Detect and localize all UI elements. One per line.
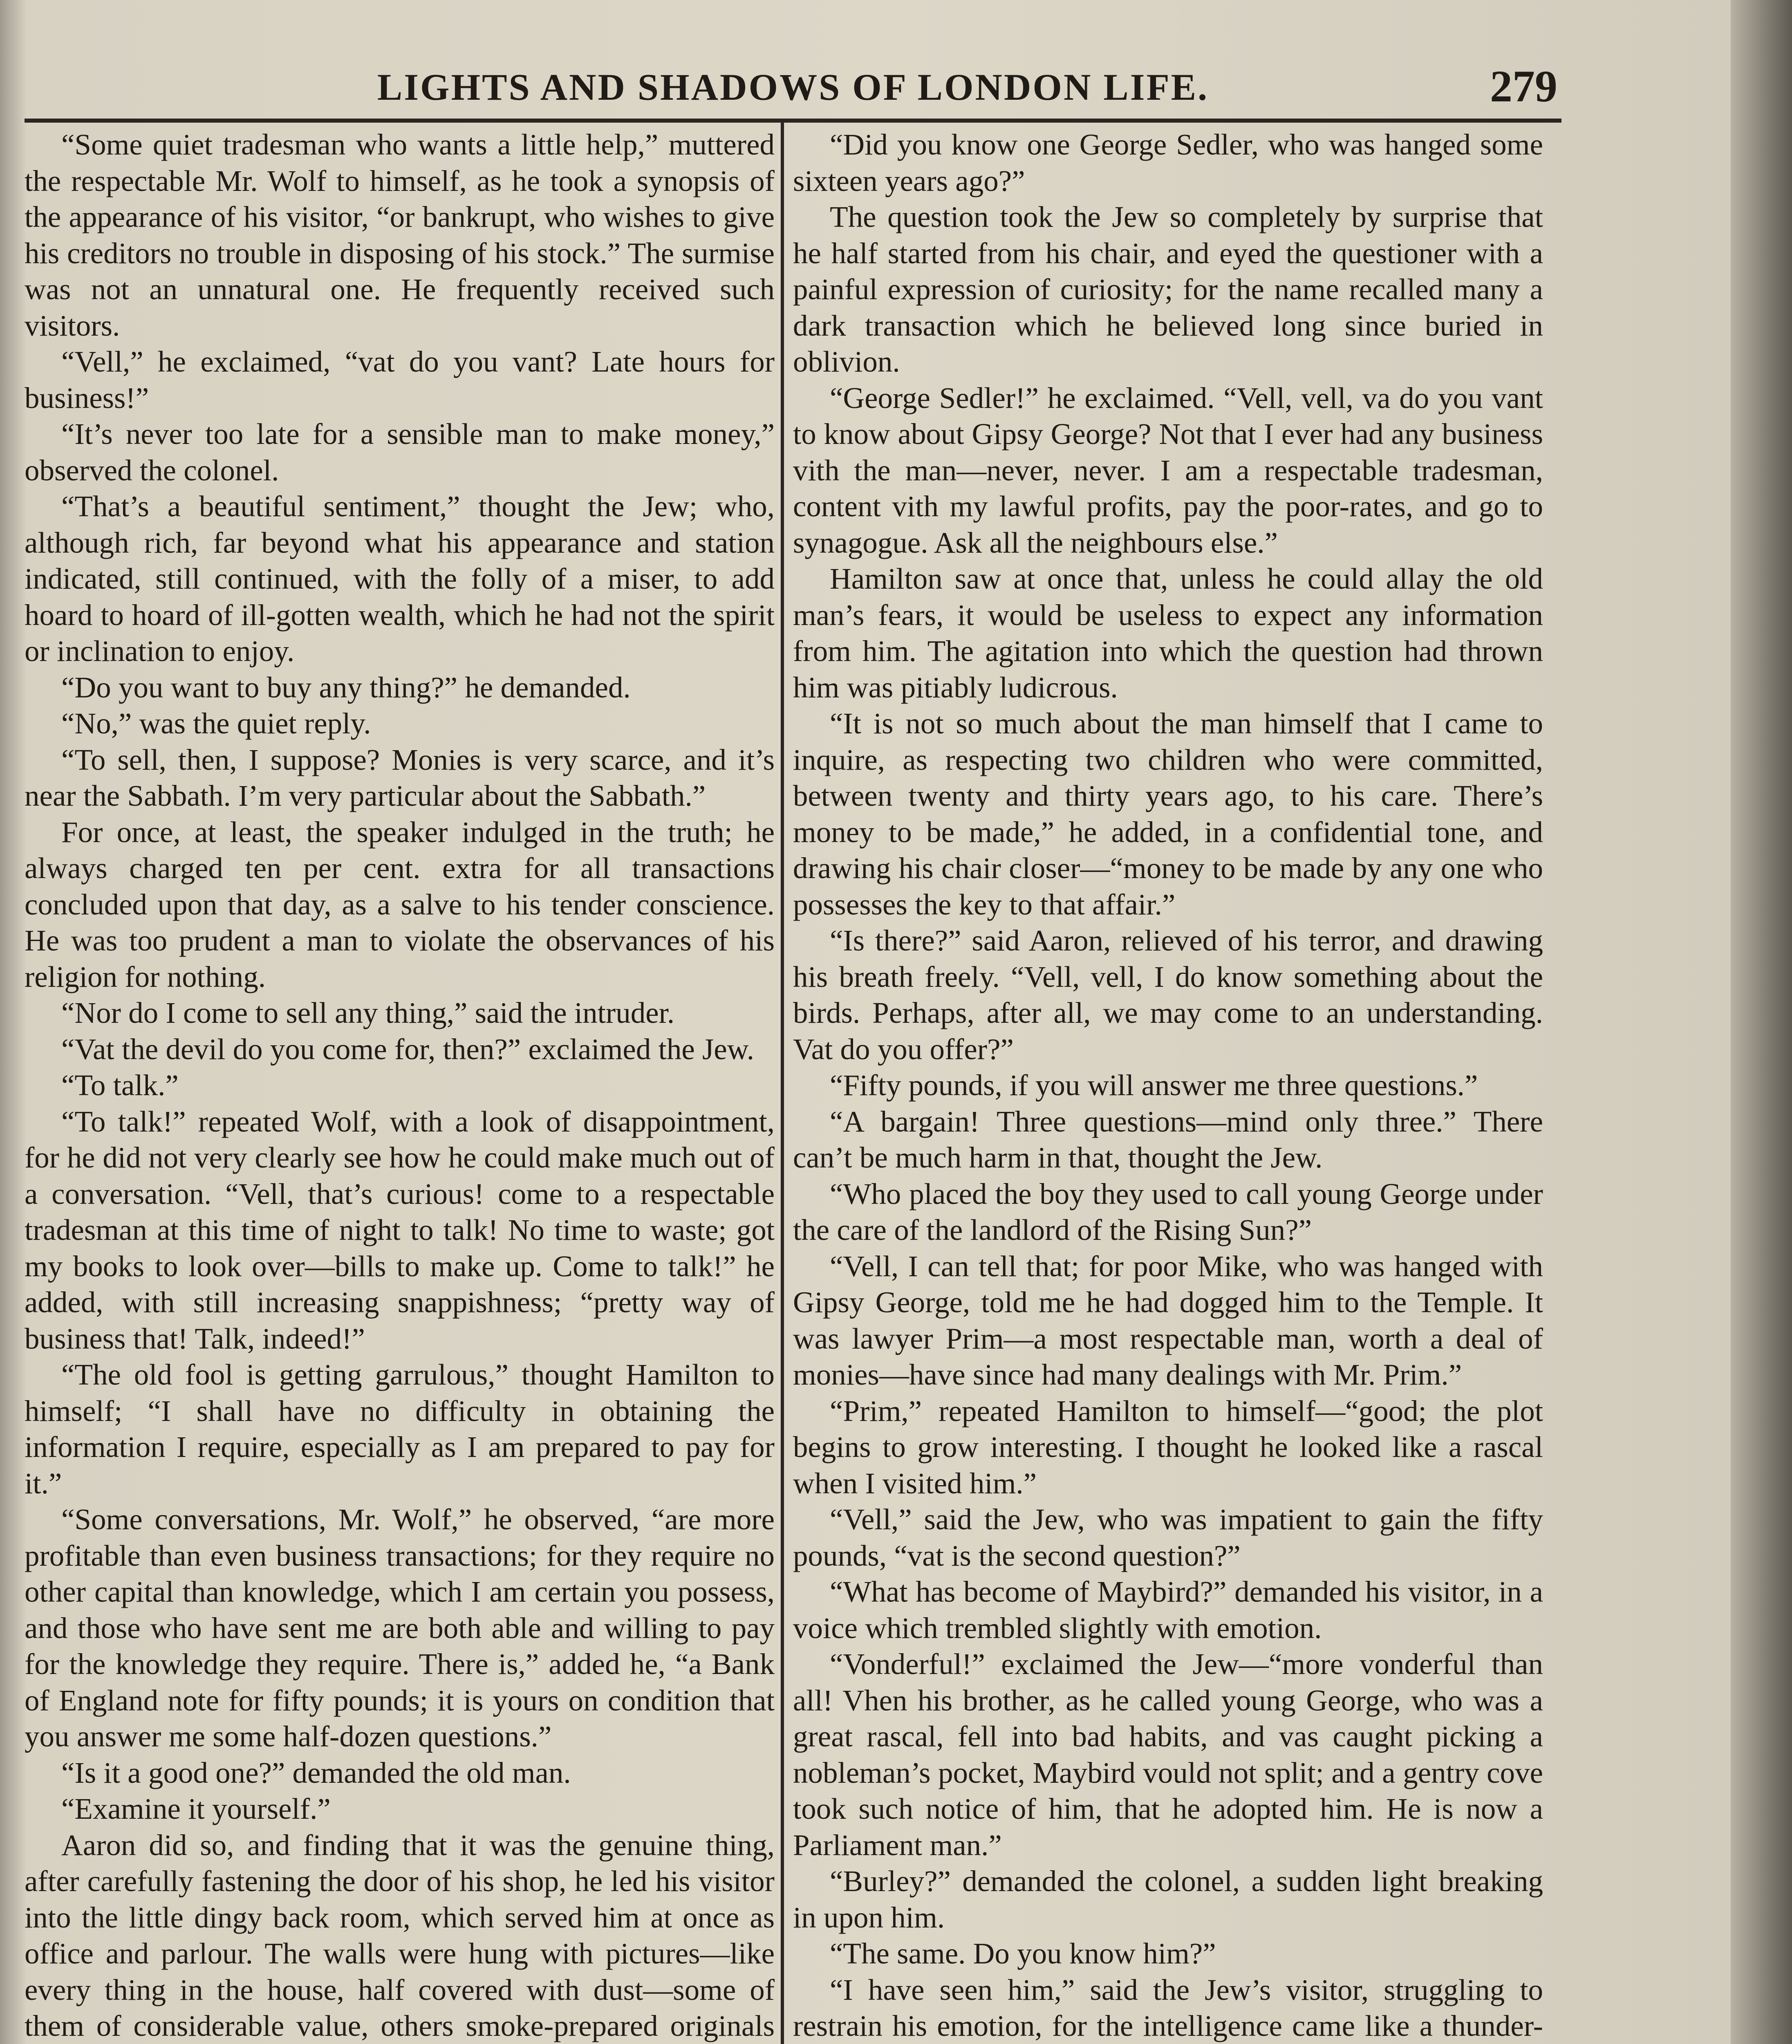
right-text-column: [793, 127, 1543, 2044]
book-spine-shadow: [1731, 0, 1792, 2044]
paragraph: “Do you want to buy any thing?” he demanded.: [61, 670, 631, 704]
left-text-column: [25, 127, 775, 2044]
paragraph: “Burley?” demanded the colonel, a sudden light breaking in upon him.: [793, 1865, 1543, 1934]
paragraph: “To sell, then, I suppose? Monies is very scarce, and it’s near the Sabbath. I’m very particular about the Sabbath.”: [25, 743, 775, 812]
running-title: LIGHTS AND SHADOWS OF LONDON LIFE.: [377, 66, 1209, 108]
paragraph: “To talk!” repeated Wolf, with a look of disappointment, for he did not very clearly see how he could make much out of a conversation. “Vell, that’s curious! come to a respectable tradesman at this time of night to talk! No time to waste; got my books to look over—bills to make up. Come to talk!” he added, with still increasing snappishness; “pretty way of business that! Talk, indeed!”: [25, 1105, 775, 1355]
paragraph: “To talk.”: [61, 1069, 179, 1102]
paragraph: “Vell, I can tell that; for poor Mike, who was hanged with Gipsy George, told me he had dogged him to the Temple. It was lawyer Prim—a most respectable man, worth a deal of monies—have since had many dealings with Mr. Prim.”: [793, 1249, 1543, 1391]
paragraph: “The same. Do you know him?”: [830, 1937, 1216, 1970]
paragraph: “It is not so much about the man himself that I came to inquire, as respecting two children who were committed, between twenty and thirty years ago, to his care. There’s money to be made,” he added, in a confidential tone, and drawing his chair closer—“money to be made by any one who possesses the key to that affair.”: [793, 707, 1543, 921]
paragraph: “Vell,” said the Jew, who was impatient to gain the fifty pounds, “vat is the second question?”: [793, 1503, 1543, 1572]
paragraph: “I have seen him,” said the Jew’s visitor, struggling to restrain his emotion, for the intelligence came like a thunder-: [793, 1973, 1543, 2042]
paragraph: “Some quiet tradesman who wants a little help,” muttered the respectable Mr. Wolf to himself, as he took a synopsis of the appearance of his visitor, “or bankrupt, who wishes to give his creditors no trouble in disposing of his stock.” The surmise was not an unnatural one. He frequently received such visitors.: [25, 128, 775, 342]
paragraph: “Examine it yourself.”: [61, 1792, 331, 1825]
paragraph: “Vell,” he exclaimed, “vat do you vant? Late hours for business!”: [25, 345, 775, 415]
page-number: 279: [1490, 61, 1557, 111]
paragraph: “Who placed the boy they used to call young George under the care of the landlord of the Rising Sun?”: [793, 1177, 1543, 1246]
paragraph: “Vat the devil do you come for, then?” exclaimed the Jew.: [61, 1032, 755, 1066]
paragraph: “That’s a beautiful sentiment,” thought the Jew; who, although rich, far beyond what his appearance and station indicated, still continued, with the folly of a miser, to add hoard to hoard of ill-gotten wealth, which he had not the spirit or inclination to enjoy.: [25, 490, 775, 668]
paragraph: Hamilton saw at once that, unless he could allay the old man’s fears, it would be useless to expect any information from him. The agitation into which the question had thrown him was pitiably ludicrous.: [793, 562, 1543, 704]
paragraph: “Did you know one George Sedler, who was hanged some sixteen years ago?”: [793, 128, 1543, 197]
paragraph: “Vonderful!” exclaimed the Jew—“more vonderful than all! Vhen his brother, as he called young George, who was a great rascal, fell into bad habits, and vas caught picking a nobleman’s pocket, Maybird vould not split; and a gentry cove took such notice of him, that he adopted him. He is now a Parliament man.”: [793, 1647, 1543, 1862]
paragraph: “George Sedler!” he exclaimed. “Vell, vell, va do you vant to know about Gipsy George? Not that I ever had any business vith the man—never, never. I am a respectable tradesman, content vith my lawful profits, pay the poor-rates, and go to synagogue. Ask all the neighbours else.”: [793, 381, 1543, 559]
paragraph: For once, at least, the speaker indulged in the truth; he always charged ten per cent. extra for all transactions concluded upon that day, as a salve to his tender conscience. He was too prudent a man to violate the observances of his religion for nothing.: [25, 815, 775, 993]
paragraph: Aaron did so, and finding that it was the genuine thing, after carefully fastening the door of his shop, he led his visitor into the little dingy back room, which served him at once as office and parlour. The walls were hung with pictures—like every thing in the house, half covered with dust—some of them of considerable value, others smoke-prepared originals: [25, 1828, 775, 2042]
paragraph: “Nor do I come to sell any thing,” said the intruder.: [61, 996, 675, 1029]
paragraph: “The old fool is getting garrulous,” thought Hamilton to himself; “I shall have no difficulty in obtaining the information I require, especially as I am prepared to pay for it.”: [25, 1358, 775, 1500]
paragraph: “No,” was the quiet reply.: [61, 707, 371, 740]
paragraph: “What has become of Maybird?” demanded his visitor, in a voice which trembled slightly with emotion.: [793, 1575, 1543, 1645]
column-divider: [781, 123, 784, 2044]
page-header: [25, 57, 1561, 123]
paragraph: “Prim,” repeated Hamilton to himself—“good; the plot begins to grow interesting. I thought he looked like a rascal when I visited him.”: [793, 1394, 1543, 1500]
paragraph: The question took the Jew so completely by surprise that he half started from his chair, and eyed the questioner with a painful expression of curiosity; for the name recalled many a dark transaction which he believed long since buried in oblivion.: [793, 200, 1543, 378]
paragraph: “Is there?” said Aaron, relieved of his terror, and drawing his breath freely. “Vell, vell, I do know something about the birds. Perhaps, after all, we may come to an understanding. Vat do you offer?”: [793, 924, 1543, 1066]
paragraph: “It’s never too late for a sensible man to make money,” observed the colonel.: [25, 417, 775, 487]
paragraph: “Is it a good one?” demanded the old man.: [61, 1756, 571, 1789]
paragraph: “A bargain! Three questions—mind only three.” There can’t be much harm in that, thought the Jew.: [793, 1105, 1543, 1174]
paragraph: “Fifty pounds, if you will answer me three questions.”: [830, 1069, 1478, 1102]
paragraph: “Some conversations, Mr. Wolf,” he observed, “are more profitable than even business transactions; for they require no other capital than knowledge, which I am certain you possess, and those who have sent me are both able and willing to pay for the knowledge they require. There is,” added he, “a Bank of England note for fifty pounds; it is yours on condition that you answer me some half-dozen questions.”: [25, 1503, 775, 1753]
